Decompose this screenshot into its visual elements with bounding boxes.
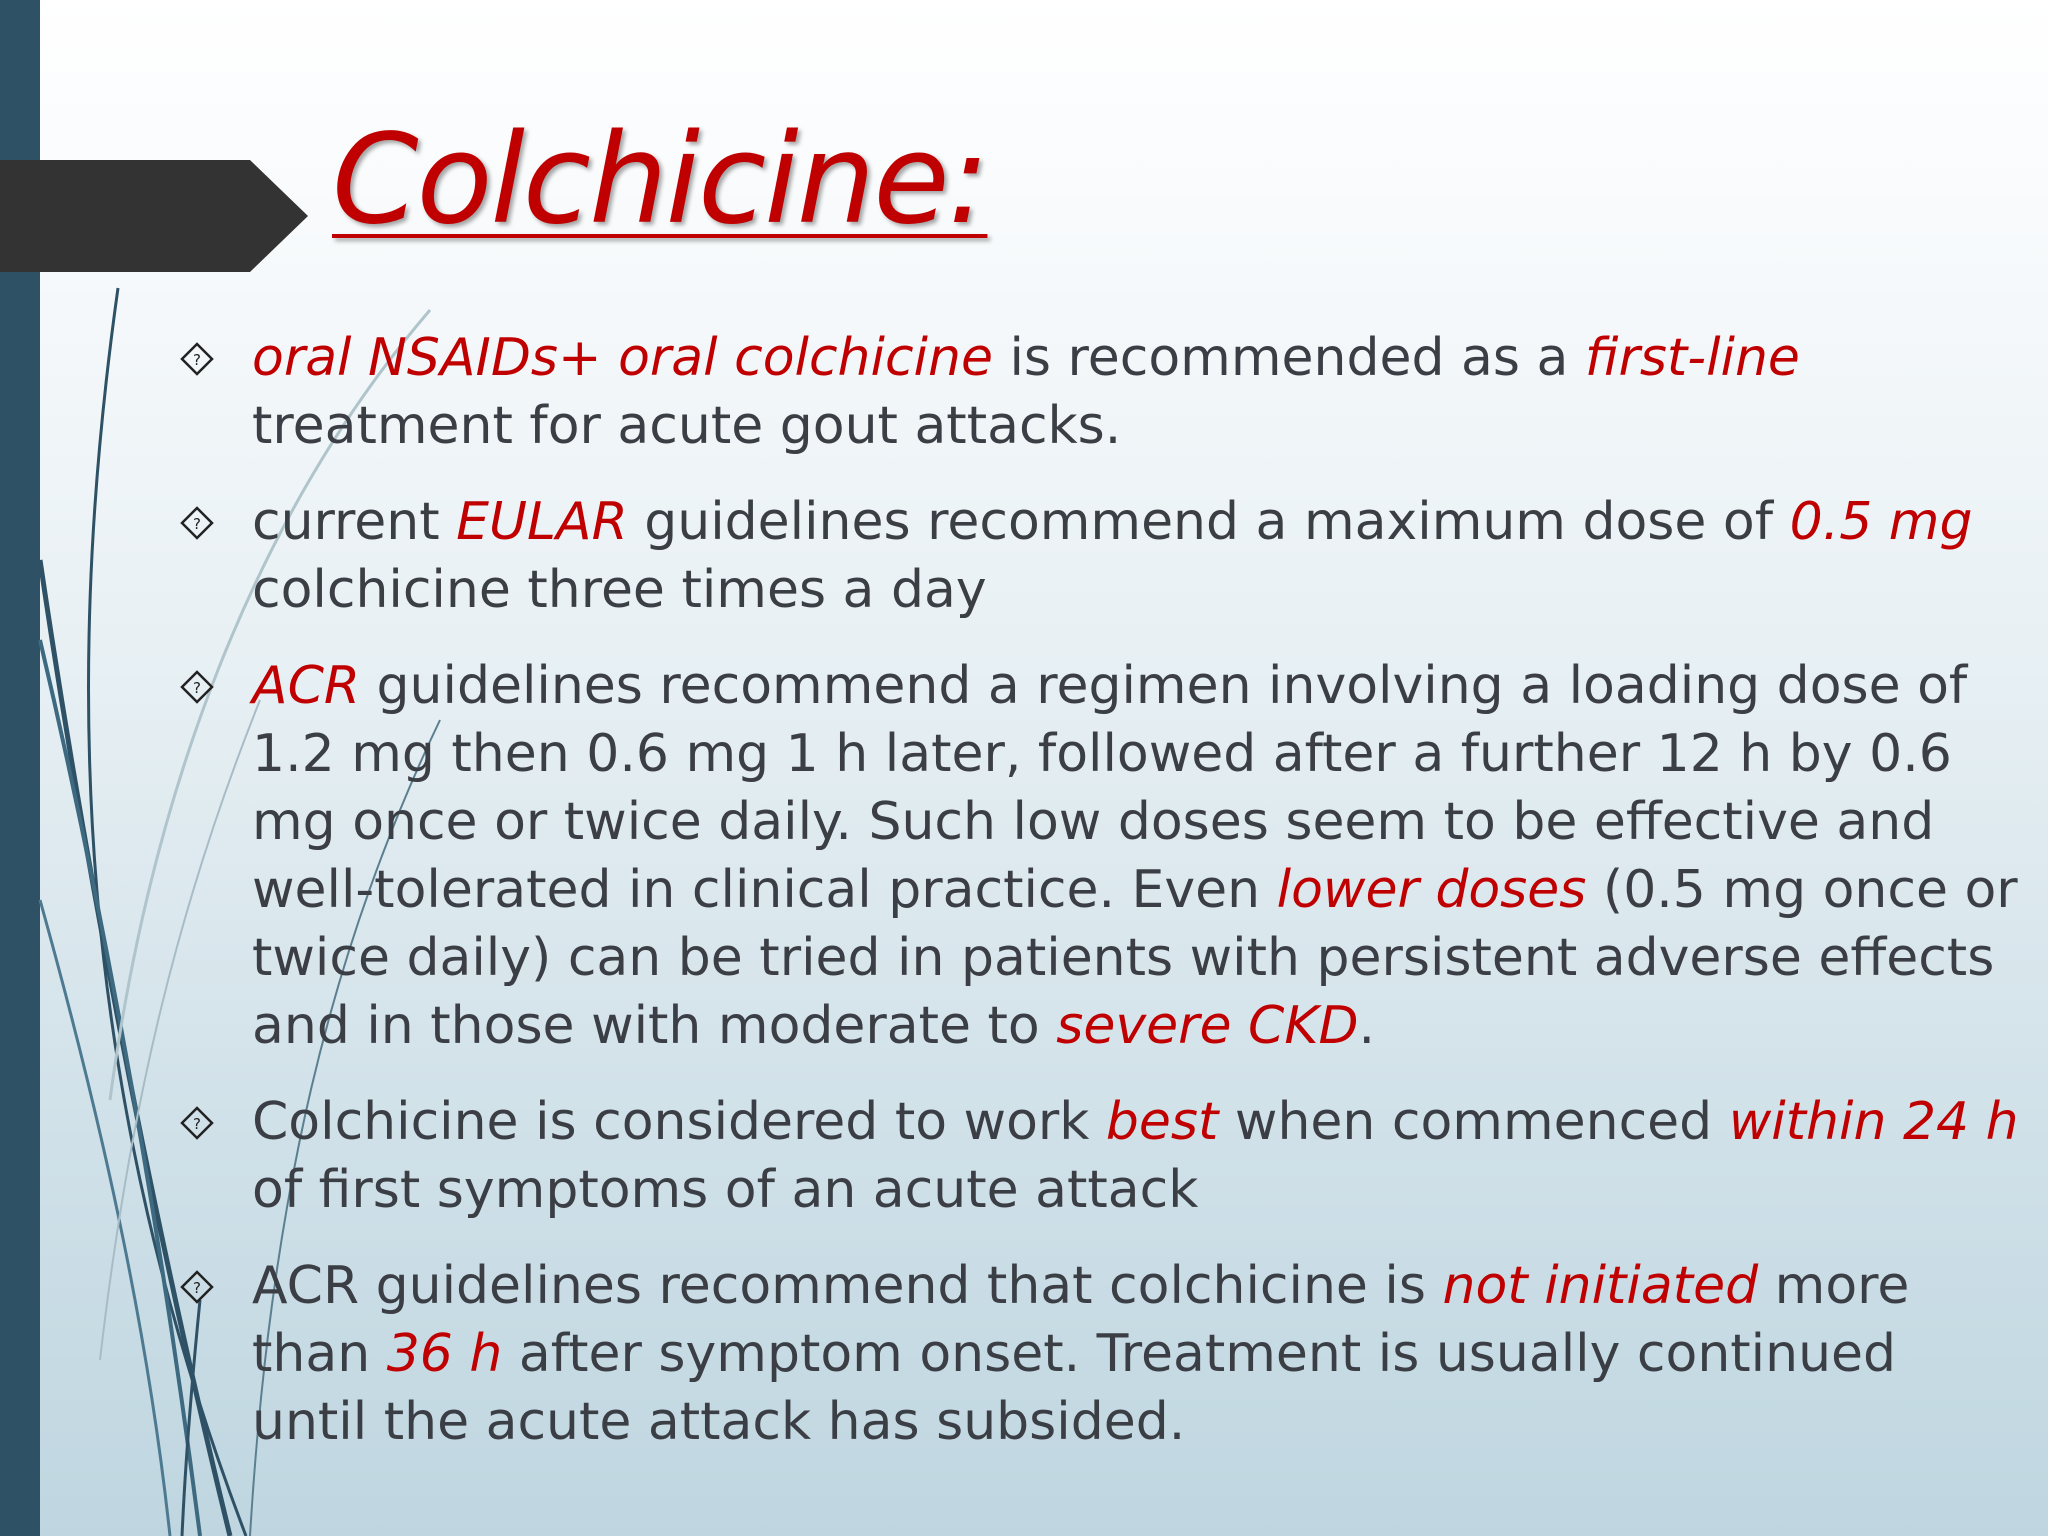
bullet-item-5 (176, 1252, 2024, 1456)
body-text: guidelines recommend a regimen involving a loading dose of 1.2 mg then 0.6 mg 1 h later, followed after a further 12 h by 0.6 mg once or twice daily. Such low doses seem to be effective and well-tolerated in clinical practice. Even (252, 656, 1968, 920)
body-text: (0.5 mg once or twice daily) can be tried in patients with persistent adverse effects and in those with moderate to (252, 860, 2018, 1056)
body-text: . (1358, 996, 1376, 1056)
body-text: more than (252, 1256, 1910, 1384)
highlight-text: ACR (252, 656, 361, 716)
highlight-text: not initiated (1442, 1256, 1759, 1316)
diamond-question-icon (180, 1106, 214, 1140)
bullet-item-3 (176, 652, 2024, 1060)
bullet-list (176, 324, 2024, 1484)
highlight-text: severe CKD (1056, 996, 1359, 1056)
highlight-text: oral NSAIDs+ oral colchicine (252, 328, 993, 388)
diamond-question-icon (180, 1270, 214, 1304)
body-text: guidelines recommend a maximum dose of (627, 492, 1790, 552)
highlight-text: within 24 h (1728, 1092, 2019, 1152)
highlight-text: 0.5 mg (1789, 492, 1973, 552)
highlight-text: best (1105, 1092, 1219, 1152)
highlight-text: 36 h (386, 1324, 503, 1384)
highlight-text: first-line (1584, 328, 1800, 388)
diamond-question-icon (180, 506, 214, 540)
body-text: treatment for acute gout attacks. (252, 396, 1122, 456)
body-text: of first symptoms of an acute attack (252, 1160, 1199, 1220)
highlight-text: EULAR (456, 492, 628, 552)
svg-text:?: ? (193, 515, 201, 533)
body-text: colchicine three times a day (252, 560, 987, 620)
body-text: is recommended as a (992, 328, 1585, 388)
body-text: Colchicine is considered to work (252, 1092, 1106, 1152)
body-text: ACR guidelines recommend that colchicine is (252, 1256, 1443, 1316)
diamond-question-icon (180, 342, 214, 376)
highlight-text: lower doses (1276, 860, 1587, 920)
body-text: current (252, 492, 457, 552)
title-arrow-shape (0, 158, 312, 274)
bullet-item-4 (176, 1088, 2024, 1224)
bullet-item-1 (176, 324, 2024, 460)
diamond-question-icon (180, 670, 214, 704)
svg-text:?: ? (193, 351, 201, 369)
body-text: after symptom onset. Treatment is usually continued until the acute attack has subsided. (252, 1324, 1897, 1452)
svg-text:?: ? (193, 1115, 201, 1133)
body-text: when commenced (1218, 1092, 1729, 1152)
svg-text:?: ? (193, 679, 201, 697)
slide-title: Colchicine: (332, 108, 988, 252)
svg-text:?: ? (193, 1279, 201, 1297)
bullet-item-2 (176, 488, 2024, 624)
